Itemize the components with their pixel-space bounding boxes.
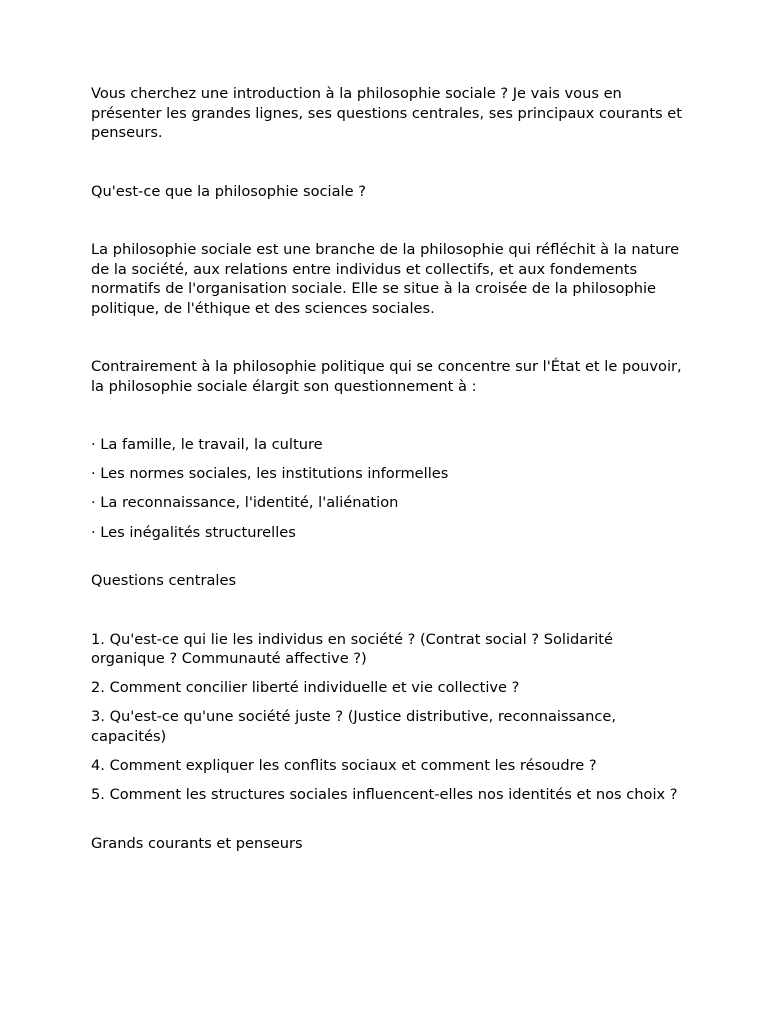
- intro-paragraph: Vous cherchez une introduction à la philosophie sociale ? Je vais vous en présenter les grandes lignes, ses questions centrales, ses principaux courants et penseurs.: [91, 85, 682, 141]
- list-item: · Les normes sociales, les institutions informelles: [91, 465, 449, 483]
- list-item: 4. Comment expliquer les conflits sociaux et comment les résoudre ?: [91, 757, 597, 775]
- definition-paragraph: La philosophie sociale est une branche de la philosophie qui réfléchit à la nature de la société, aux relations entre individus et collectifs, et aux fondements normatifs de l'organisation sociale. Elle se situe à la croisée de la philosophie politique, de l'éthique et des sciences sociales.: [91, 241, 680, 317]
- list-item: · La reconnaissance, l'identité, l'aliénation: [91, 494, 399, 512]
- list-item: · Les inégalités structurelles: [91, 523, 296, 541]
- list-item: · La famille, le travail, la culture: [91, 436, 323, 453]
- list-item: 3. Qu'est-ce qu'une société juste ? (Justice distributive, reconnaissance, capacités): [91, 708, 617, 745]
- topics-list: [91, 435, 691, 542]
- questions-list: [91, 630, 691, 805]
- list-item: 5. Comment les structures sociales influencent-elles nos identités et nos choix ?: [91, 786, 678, 804]
- section-heading-currents: Grands courants et penseurs: [91, 834, 303, 852]
- scope-paragraph: Contrairement à la philosophie politique qui se concentre sur l'État et le pouvoir, la philosophie sociale élargit son questionnement à :: [91, 358, 682, 395]
- section-heading-questions: Questions centrales: [91, 572, 237, 590]
- section-heading-definition: Qu'est-ce que la philosophie sociale ?: [91, 182, 366, 200]
- list-item: 1. Qu'est-ce qui lie les individus en société ? (Contrat social ? Solidarité organique ? Communauté affective ?): [91, 630, 613, 668]
- list-item: 2. Comment concilier liberté individuelle et vie collective ?: [91, 679, 520, 697]
- document-page: [91, 84, 691, 892]
